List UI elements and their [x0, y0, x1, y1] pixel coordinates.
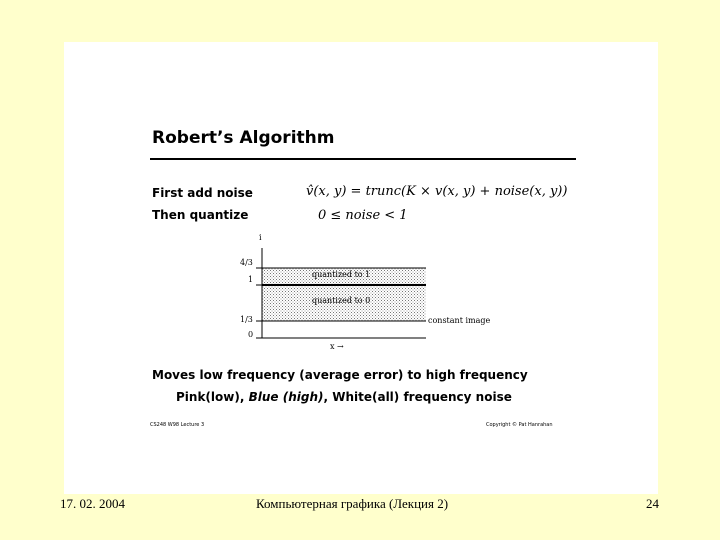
tick-label-4-3: 4/3 [240, 258, 253, 267]
noise-constraint: 0 ≤ noise < 1 [318, 208, 408, 223]
footer-page-number: 24 [646, 496, 659, 511]
noise-blue: Blue (high) [248, 390, 324, 404]
tick-label-0: 0 [248, 330, 254, 339]
band-upper-label: quantized to 1 [312, 270, 371, 279]
constant-image-label: constant image [428, 316, 491, 325]
quantize-label: Then quantize [152, 208, 249, 222]
noise-suffix: , White(all) frequency noise [323, 390, 512, 404]
slide-title: Robert’s Algorithm [152, 128, 335, 148]
tick-label-i: i [259, 233, 262, 242]
footer-course: Компьютерная графика (Лекция 2) [256, 496, 449, 511]
slide-footer-left: CS248 W98 Lecture 3 [150, 422, 205, 428]
x-axis-label: x → [330, 342, 344, 351]
tick-label-1-3: 1/3 [240, 315, 253, 324]
noise-prefix: Pink(low), [176, 390, 249, 404]
slide-footer-right: Copyright © Pat Hanrahan [486, 422, 553, 428]
band-lower-label: quantized to 0 [312, 296, 371, 305]
footer-date: 17. 02. 2004 [60, 496, 125, 511]
noise-types-line [176, 390, 512, 404]
tick-label-1: 1 [248, 275, 254, 284]
quantize-formula: v̂(x, y) = trunc(K × v(x, y) + noise(x, y)) [306, 184, 568, 199]
add-noise-label: First add noise [152, 186, 253, 200]
summary-line: Moves low frequency (average error) to high frequency [152, 368, 528, 382]
